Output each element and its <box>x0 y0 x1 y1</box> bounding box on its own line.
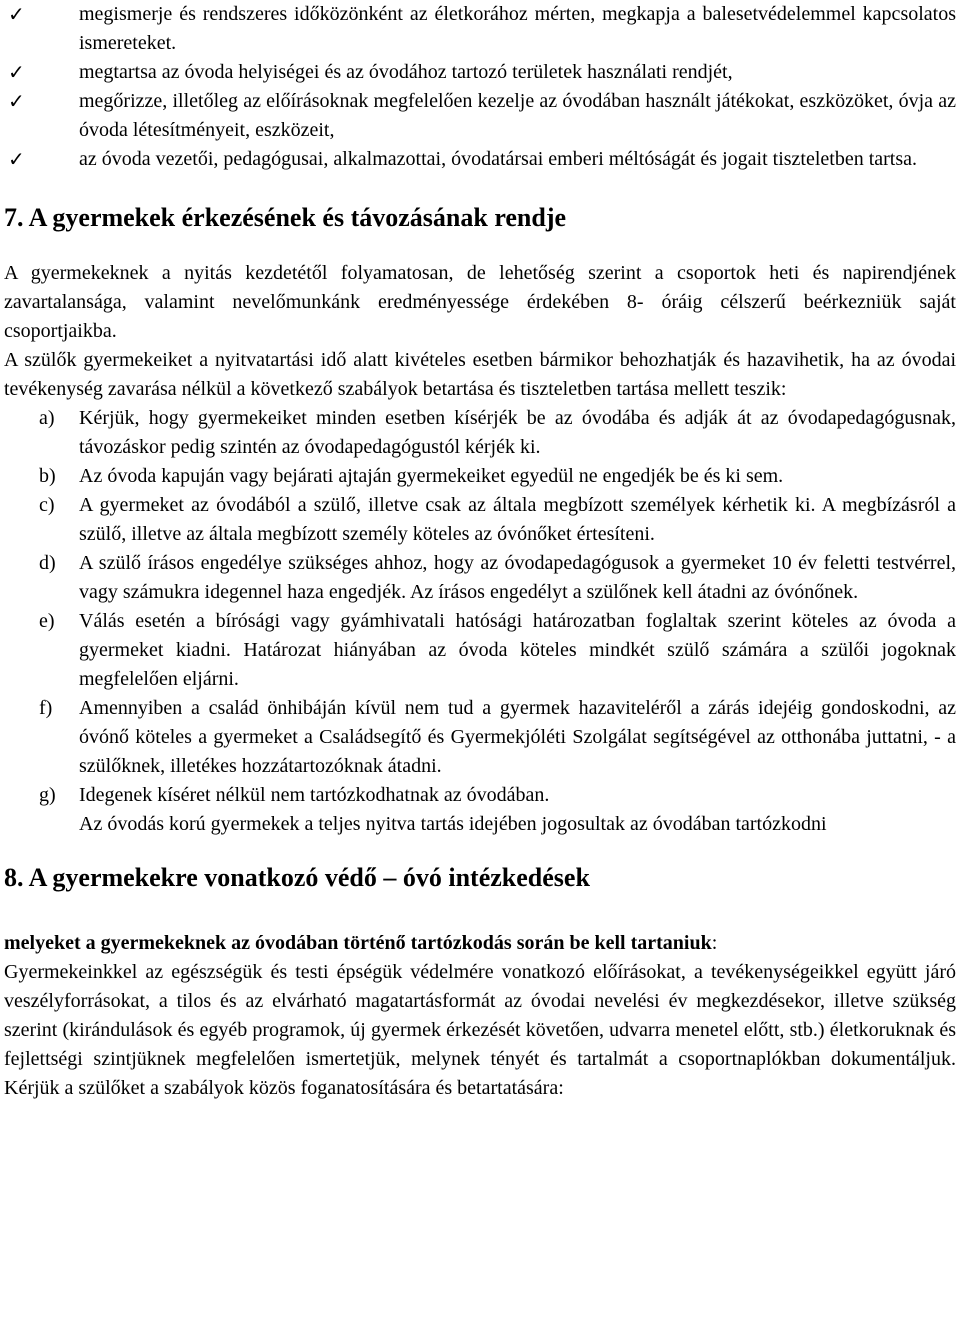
rule-text: Válás esetén a bírósági vagy gyámhivatali hatósági határozatban foglaltak szerint köteles az óvoda a gyermeket kiadni. Határozat hiányában az óvoda köteles mindkét szülő számára a szülői jogoknak megfelelően eljárni. <box>79 610 956 690</box>
section-8-heading: 8. A gyermekekre vonatkozó védő – óvó intézkedések <box>4 863 590 892</box>
rule-letter: c) <box>39 494 55 516</box>
check-icon: ✓ <box>8 89 25 113</box>
rule-item-e <box>4 607 956 694</box>
list-item <box>4 0 956 58</box>
list-item-text: megtartsa az óvoda helyiségei és az óvodához tartozó területek használati rendjét, <box>79 61 733 83</box>
rule-letter: g) <box>39 784 56 806</box>
rule-text: A szülő írásos engedélye szükséges ahhoz, hogy az óvodapedagógusok a gyermeket 10 év feletti testvérrel, vagy számukra idegennel haza engedjék. Az írásos engedélyt a szülőnek kell átadni az óvónőnek. <box>79 552 956 603</box>
section-7-paragraph-1: A gyermekeknek a nyitás kezdetétől folyamatosan, de lehetőség szerint a csoportok heti és napirendjének zavartalansága, valamint nevelőmunkánk eredményessége érdekében 8- óráig célszerű beérkezniük saját csoportjaikba. <box>4 262 956 342</box>
check-icon: ✓ <box>8 2 25 26</box>
rule-item-c <box>4 491 956 549</box>
rule-letter: e) <box>39 610 55 632</box>
section-8-lead-colon: : <box>711 932 718 954</box>
section-8-lead <box>4 929 956 958</box>
arrival-rules-list <box>4 404 956 839</box>
rule-letter: d) <box>39 552 56 574</box>
rules-checklist <box>4 0 956 174</box>
rule-item-g <box>4 781 956 810</box>
check-icon: ✓ <box>8 147 25 171</box>
section-8-lead-bold: melyeket a gyermekeknek az óvodában történő tartózkodás során be kell tartaniuk <box>4 932 712 954</box>
rule-note <box>4 810 956 839</box>
section-8-paragraph: Gyermekeinkkel az egészségük és testi épségük védelmére vonatkozó előírásokat, a tevékenységeikkel együtt járó veszélyforrásokat, a tilos és az elvárható magatartásformát az óvodai nevelési év megkezdésekor, illetve szükség szerint (kirándulások és egyéb programok, új gyermek érkezését követően, udvarra menetel előtt, stb.) életkoruknak és fejlettségi szintjüknek megfelelően ismertetjük, melynek tényét és tartalmát a csoportnaplókban dokumentáljuk. Kérjük a szülőket a szabályok közös foganatosítására és betartatására: <box>4 961 956 1099</box>
rule-item-a <box>4 404 956 462</box>
rule-item-f <box>4 694 956 781</box>
rule-letter: b) <box>39 465 56 487</box>
list-item-text: az óvoda vezetői, pedagógusai, alkalmazottai, óvodatársai emberi méltóságát és jogait tiszteletben tartsa. <box>79 148 918 170</box>
document-page <box>4 0 956 1103</box>
rule-letter: f) <box>39 697 53 719</box>
rule-text: A gyermeket az óvodából a szülő, illetve csak az általa megbízott személyek kérhetik ki. A megbízásról a szülő, illetve az általa megbízott személy köteles az óvónőket értesíteni. <box>79 494 956 545</box>
rule-text: Kérjük, hogy gyermekeiket minden esetben kísérjék be az óvodába és adják át az óvodapedagógusnak, távozáskor pedig szintén az óvodapedagógustól kérjék ki. <box>79 407 956 458</box>
list-item <box>4 58 956 87</box>
list-item-text: megőrizze, illetőleg az előírásoknak megfelelően kezelje az óvodában használt játékokat, eszközöket, óvja az óvoda létesítményeit, eszközeit, <box>79 90 956 141</box>
section-7-heading: 7. A gyermekek érkezésének és távozásának rendje <box>4 203 567 232</box>
rule-text: Amennyiben a család önhibáján kívül nem tud a gyermek hazaviteléről a zárás idejéig gondoskodni, az óvónő köteles a gyermeket a Családsegítő és Gyermekjóléti Szolgálat segítségével az otthonába juttatni, - a szülőknek, illetékes hozzátartozóknak átadni. <box>79 697 956 777</box>
list-item <box>4 87 956 145</box>
rule-item-b <box>4 462 956 491</box>
list-item <box>4 145 956 174</box>
check-icon: ✓ <box>8 60 25 84</box>
rule-text: Az óvoda kapuján vagy bejárati ajtaján gyermekeiket egyedül ne engedjék be és ki sem. <box>79 465 784 487</box>
rule-item-d <box>4 549 956 607</box>
section-7-paragraph-2: A szülők gyermekeiket a nyitvatartási idő alatt kivételes esetben bármikor behozhatják és hazavihetik, ha az óvodai tevékenység zavarása nélkül a következő szabályok betartása és tiszteletben tartása mellett teszik: <box>4 349 956 400</box>
rule-letter: a) <box>39 407 55 429</box>
rule-note-text: Az óvodás korú gyermekek a teljes nyitva tartás idejében jogosultak az óvodában tartózkodni <box>79 813 827 835</box>
rule-text: Idegenek kíséret nélkül nem tartózkodhatnak az óvodában. <box>79 784 550 806</box>
list-item-text: megismerje és rendszeres időközönként az életkorához mérten, megkapja a balesetvédelemmel kapcsolatos ismereteket. <box>79 3 956 54</box>
